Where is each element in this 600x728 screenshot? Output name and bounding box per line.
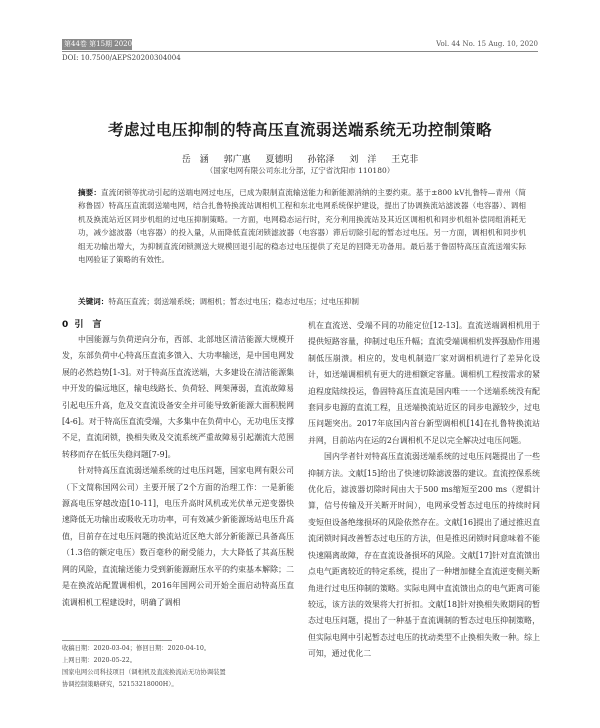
keywords-text: 特高压直流；弱送端系统；调相机；暂态过电压；稳态过电压；过电压抑制 — [108, 297, 359, 306]
author: 王克非 — [391, 155, 419, 165]
abstract-text: 直流闭锁等扰动引起的送端电网过电压，已成为限制直流输送能力和新能源消纳的主要约束。基于±800 kV扎鲁特—青州（简称鲁固）特高压直流弱送端电网，结合扎鲁特换流站调相机工程和东北电网系统保护建设，提出了协调换流站滤波器（电容器）、调相机及换流站近区同步机组的过电压抑制策略。一方面，电网稳态运行时，充分利用换流站及其近区调相机和同步机组补偿同组消耗无功，减少滤波器（电容器）的投入量，从而降低直流闭锁滤波器（电容器）滞后切除引起的暂态过电压。另一方面，调相机和同步机组无功输出增大，为抑制直流闭锁测送大规模回退引起的稳态过电压提供了充足的回降无功备用。最后基于鲁固特高压直流送端实际电网验证了策略的有效性。 — [78, 188, 526, 265]
footnote-line: 协调控制策略研究，52153218000H）。 — [62, 681, 178, 688]
footnote-line: 上网日期：2020-05-22。 — [62, 657, 137, 664]
footnote-divider — [62, 640, 172, 641]
journal-issue: 第44卷 第15期 2020年8月10日 — [64, 40, 167, 48]
right-column — [308, 318, 540, 663]
footnotes — [62, 643, 294, 691]
footnote-line: 国家电网公司科技项目（调相机及直流换流站无功协调装置 — [62, 669, 226, 676]
keywords-label: 关键词： — [78, 297, 109, 306]
left-column — [62, 318, 294, 611]
body-paragraph: 针对特高压直流弱送端系统的过电压问题，国家电网有限公司（下文简称国网公司）主要开展了2个方面的治理工作：一是新能源高电压穿越改造[10-11]，电压升高时风机或光伏单元逆变器快速降低无功输出或吸收无功功率，可有效减少新能源场站电压升高值，目前存在过电压问题的换流站近区绝大部分新能源已具备高压（1.3倍的额定电压）数百毫秒的耐受能力，大大降低了其高压脱网的风险，直流输送能力受到新能源耐压水平的约束基本解除；二是在换流站配置调相机，2016年国网公司开始全面启动特高压直流调相机工程建设时，明确了调相 — [62, 466, 294, 607]
journal-issue-english: Vol. 44 No. 15 Aug. 10, 2020 — [436, 40, 538, 48]
header-divider — [62, 51, 538, 52]
abstract — [78, 186, 526, 266]
affiliation: （国家电网有限公司东北分部，辽宁省沈阳市 110180） — [205, 166, 395, 175]
section-number: 0 — [62, 320, 69, 330]
paper-title: 考虑过电压抑制的特高压直流弱送端系统无功控制策略 — [107, 121, 492, 139]
keywords — [78, 296, 526, 308]
author-list — [40, 152, 560, 165]
section-title: 引 言 — [74, 320, 102, 330]
body-paragraph: 机在直流送、受端不同的功能定位[12-13]。直流送端调相机用于提供短路容量，抑制过电压升幅；直流受端调相机发挥强励作用遏制低压崩溃。相应的，发电机制造厂家对调相机进行了差异化设计，如送端调相机有更大的进相额定容量。调相机工程按需求的紧迫程度陆续投运，鲁固特高压直流是国内唯一一个送端系统没有配套同步电源的直流工程，且送端换流站近区的同步电源较少，过电压问题突出。2017年底国内首台新型调相机[14]在扎鲁特换流站并网，目前站内在运的2台调相机不足以完全解决过电压问题。 — [308, 321, 540, 445]
author: 孙铭泽 — [307, 155, 335, 165]
body-paragraph: 中国能源与负荷逆向分布，西部、北部地区清洁能源大规模开发，东部负荷中心特高压直流多馈入、大功率输送，是中国电网发展的必然趋势[1-3]。对于特高压直流送端，大多建设在清洁能源集中开发的偏远地区，输电线路长、负荷轻、网架薄弱，直流故障易引起电压升高，危及交直流设备安全并可能导致新能源大面积脱网[4-6]。对于特高压直流受端，大多集中在负荷中心，无功电压支撑不足，直流闭锁，换相失败及交流系统严重故障易引起潮流大范围转移而存在低压失稳问题[7-9]。 — [62, 335, 294, 459]
doi: DOI: 10.7500/AEPS20200304004 — [62, 54, 181, 62]
author: 夏德明 — [265, 155, 293, 165]
author: 岳 涵 — [181, 155, 209, 165]
body-paragraph: 国内学者针对特高压直流弱送端系统的过电压问题提出了一些抑制方法。文献[15]给出了快速切除滤波器的建议。直流控保系统优化后，滤波器切除时间由大于500 ms缩短至200 ms（逻辑计算，信号传输及开关断开时间），电网承受暂态过电压的持续时间变短但设备绝缘损坏的风险依然存在。文献[16]提出了通过推迟直流闭锁时间改善暂态过电压的方法，但是推迟闭锁时间意味着不能快速隔离故障，存在直流设备损坏的风险。文献[17]针对直流馈出点电气距离较近的特定系统，提出了一种增加健全直流逆变侧关断角进行过电压抑制的策略。实际电网中直流馈出点的电气距离可能较远，该方法的效果将大打折扣。文献[18]针对换相失败期间的暂态过电压问题，提出了一种基于直流调制的暂态过电压抑制策略，但实际电网中引起暂态过电压的扰动类型不止换相失败一种。综上可知，通过优化二 — [308, 452, 540, 659]
section-heading — [62, 318, 294, 332]
author: 刘 洋 — [349, 155, 377, 165]
abstract-label: 摘要： — [78, 188, 102, 197]
author: 郭广惠 — [223, 155, 251, 165]
footnote-line: 收稿日期：2020-03-04；修回日期：2020-04-10。 — [62, 645, 211, 652]
